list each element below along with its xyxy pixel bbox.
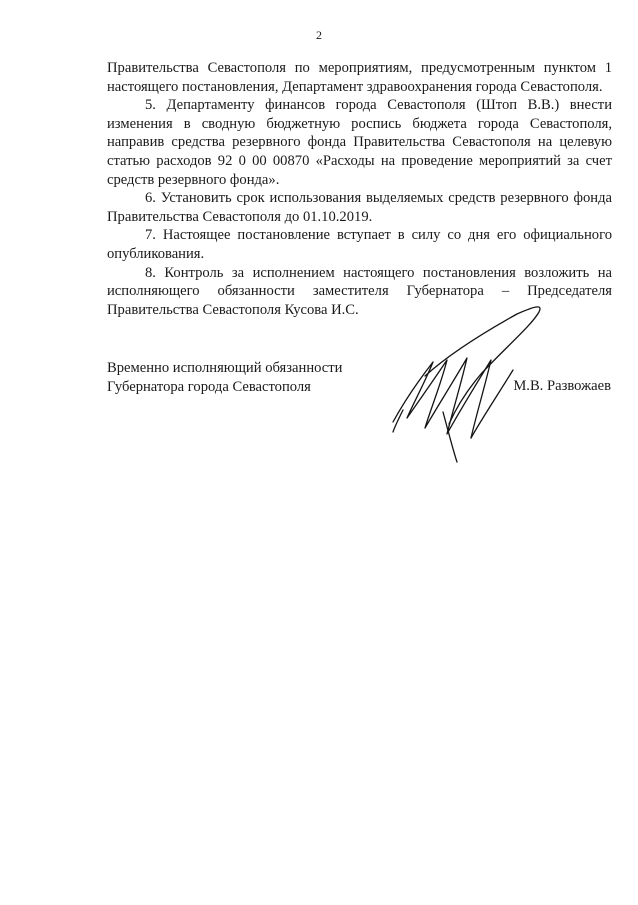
document-body — [107, 59, 612, 319]
paragraph-continuation: Правительства Севастополя по мероприятиям, предусмотренным пунктом 1 настоящего постановления, Департамент здравоохранения города Севастополя. — [107, 60, 612, 95]
signatory-role-line-1: Временно исполняющий обязанности — [107, 360, 343, 376]
paragraph-7: 7. Настоящее постановление вступает в силу со дня его официального опубликования. — [107, 227, 612, 262]
signatory-role-line-2: Губернатора города Севастополя — [107, 378, 311, 395]
page-number: 2 — [316, 28, 322, 42]
handwritten-signature — [385, 300, 545, 465]
signatory-name: М.В. Развожаев — [513, 378, 611, 394]
paragraph-6: 6. Установить срок использования выделяемых средств резервного фонда Правительства Севастополя до 01.10.2019. — [107, 190, 612, 225]
paragraph-5: 5. Департаменту финансов города Севастополя (Штоп В.В.) внести изменения в сводную бюджетную роспись бюджета города Севастополя, направив средства резервного фонда Правительства Севастополя на целевую статью расходов 92 0 00 00870 «Расходы на проведение мероприятий за счет средств резервного фонда». — [107, 97, 612, 188]
paragraph-8: 8. Контроль за исполнением настоящего постановления возложить на исполняющего обязанности заместителя Губернатора – Председателя Правительства Севастополя Кусова И.С. — [107, 264, 612, 318]
